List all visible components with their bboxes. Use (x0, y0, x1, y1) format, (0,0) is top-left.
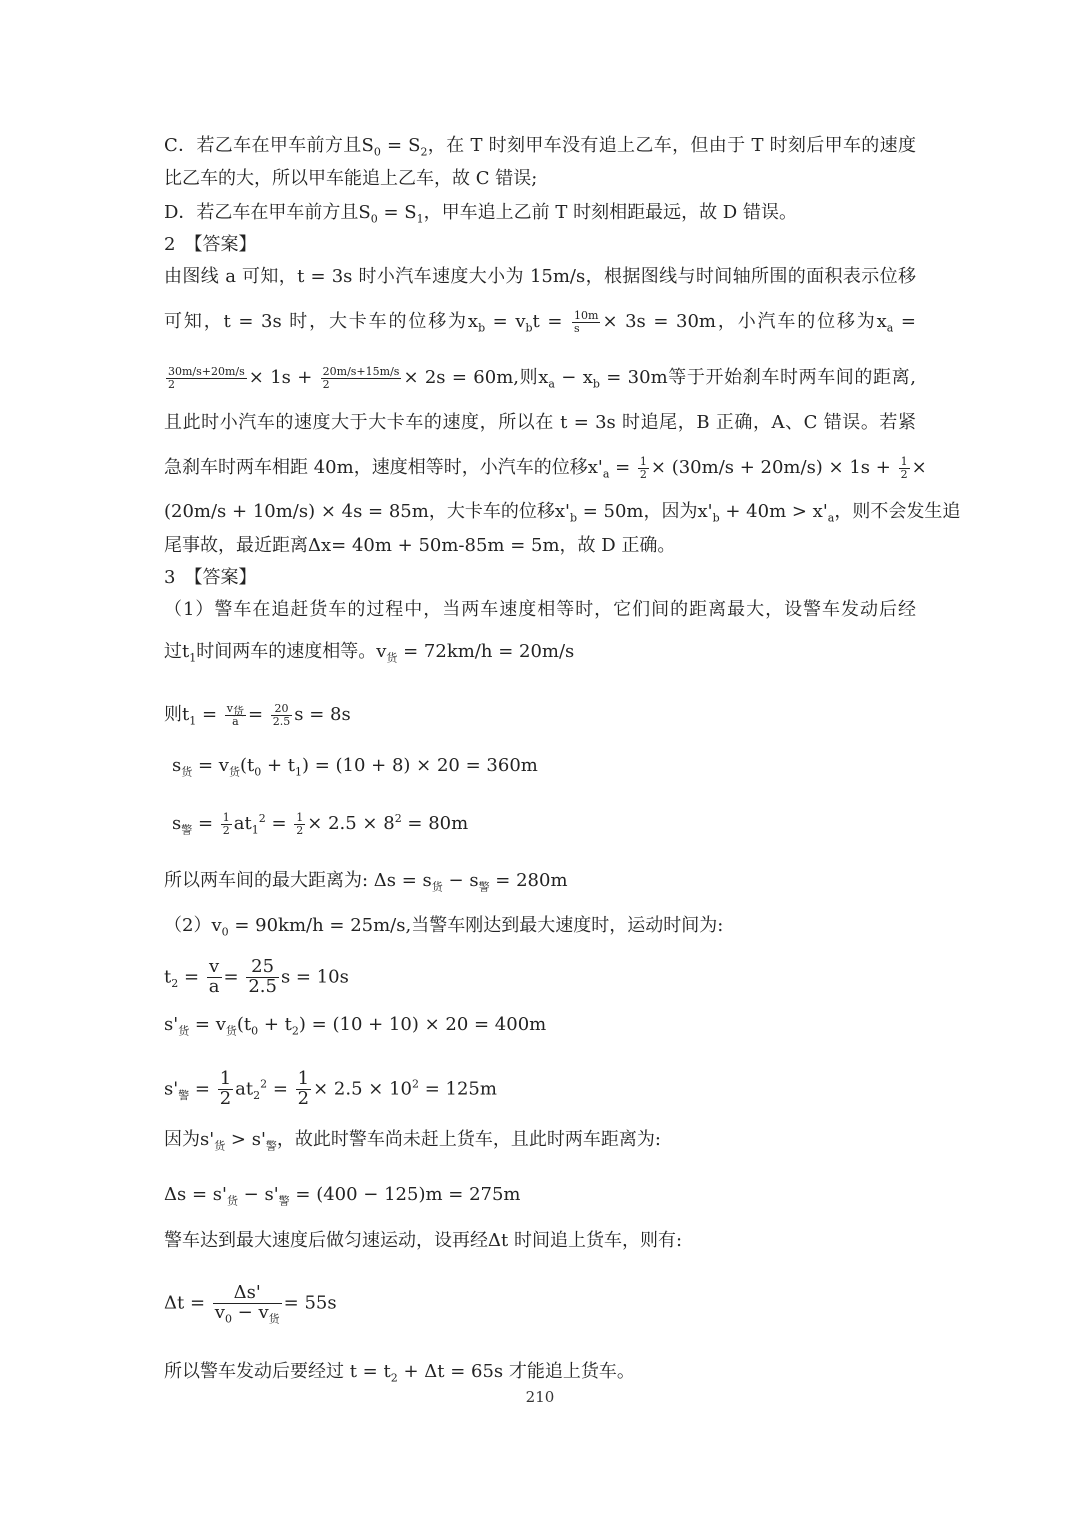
text-line-2-2: 可知，t = 3s 时，大卡车的位移为$x_b = v_bt$ = $\frac{10m}{s}$ × 3s = 30m，小汽车的位移为$x_a$ = (164, 309, 917, 335)
text-line-3-15: 所以警车发动后要经过 $t = t_2 + \Delta t = 65s$ 才能追上货车。 (164, 1361, 635, 1385)
text-line-3-7: $(2)v_0 = 90km/h = 25m/s$,当警车刚达到最大速度时，运动时间为: (164, 915, 724, 939)
formula-t2: $t_2$ = $\frac{v}{a}$ = $\frac{25}{2.5}$ s = 10s (164, 956, 349, 997)
answer-heading-3: 3 【答案】 (164, 567, 257, 588)
text-line-2-7: 尾事故，最近距离Δx= 40m + 50m-85m = 5m，故 D 正确。 (164, 535, 676, 556)
answer-heading-2: 2 【答案】 (164, 234, 257, 255)
text-line-d1: D．若乙车在甲车前方且$S_0 = S_1$，甲车追上乙前 T 时刻相距最远，故 D 错误。 (164, 202, 797, 226)
text-line-c2: 比乙车的大，所以甲车能追上乙车，故 C 错误; (164, 168, 538, 189)
page-number: 210 (525, 1388, 555, 1406)
formula-s-huo-prime: $s'_货 = v_货(t_0 + t_2) = (10 + 10) \times 20 = 400m$ (164, 1014, 547, 1038)
text-line-3-1: （1）警车在追赶货车的过程中，当两车速度相等时，它们间的距离最大，设警车发动后经 (164, 599, 916, 620)
formula-s-huo: $s_货 = v_货(t_0 + t_1) = (10 + 8) \times 20 = 360m$ (172, 755, 538, 779)
text-line-c1: C．若乙车在甲车前方且$S_0 = S_2$，在 T 时刻甲车没有追上乙车，但由于 T 时刻后甲车的速度 (164, 135, 916, 159)
text-line-2-1: 由图线 a 可知，t = 3s 时小汽车速度大小为 15m/s，根据图线与时间轴所围的面积表示位移 (164, 266, 916, 287)
formula-delta-t: Δt = $\frac{\Delta s'}{v_0 - v_货}$ = 55s (164, 1282, 337, 1326)
formula-s-jing: $s_警$ = $\frac{1}{2}$ $at_1^2$ = $\frac{1}{2}$ × $2.5 \times 8^2 = 80m$ (172, 811, 469, 837)
text-line-2-3: $\frac{30m/s+20m/s}{2}$ × 1s + $\frac{20m/s+15m/s}{2}$ × 2s = 60m,则$x_a - x_b = 30m$等于开始刹车时两车间的距离, (168, 365, 916, 391)
text-line-3-13: 警车达到最大速度后做匀速运动，设再经Δt 时间追上货车，则有: (164, 1230, 683, 1251)
text-line-3-6: 所以两车间的最大距离为: $\Delta s = s_货 - s_警 = 280m$ (164, 870, 568, 894)
text-line-2-6: (20m/s + 10m/s) × 4s = 85m，大卡车的位移$x'_b = 50m$，因为$x'_b + 40m > x'_a$，则不会发生追 (164, 501, 961, 525)
formula-t1: 则$t_1$ = $\frac{v_货}{a}$ = $\frac{20}{2.5}$ s = 8s (164, 702, 351, 728)
text-line-2-4: 且此时小汽车的速度大于大卡车的速度，所以在 t = 3s 时追尾，B 正确，A、C 错误。若紧 (164, 412, 916, 433)
text-line-2-5: 急刹车时两车相距 40m，速度相等时，小汽车的位移$x'_a$ = $\frac{1}{2}$ × (30m/s + 20m/s) × 1s + $\frac{1}{2}$ × (164, 455, 927, 481)
formula-delta-s: $\Delta s = s'_货 - s'_警 = (400 - 125)m = 275m$ (164, 1184, 521, 1208)
text-line-3-11: 因为$s'_货 > s'_警$，故此时警车尚未赶上货车，且此时两车距离为: (164, 1129, 661, 1153)
formula-s-jing-prime: $s'_警$ = $\frac{1}{2}$ $at_2^2$ = $\frac{1}{2}$ × $2.5 \times 10^2 = 125m$ (164, 1068, 497, 1109)
text-line-3-2: 过$t_1$时间两车的速度相等。$v_货 = 72km/h = 20m/s$ (164, 641, 575, 665)
